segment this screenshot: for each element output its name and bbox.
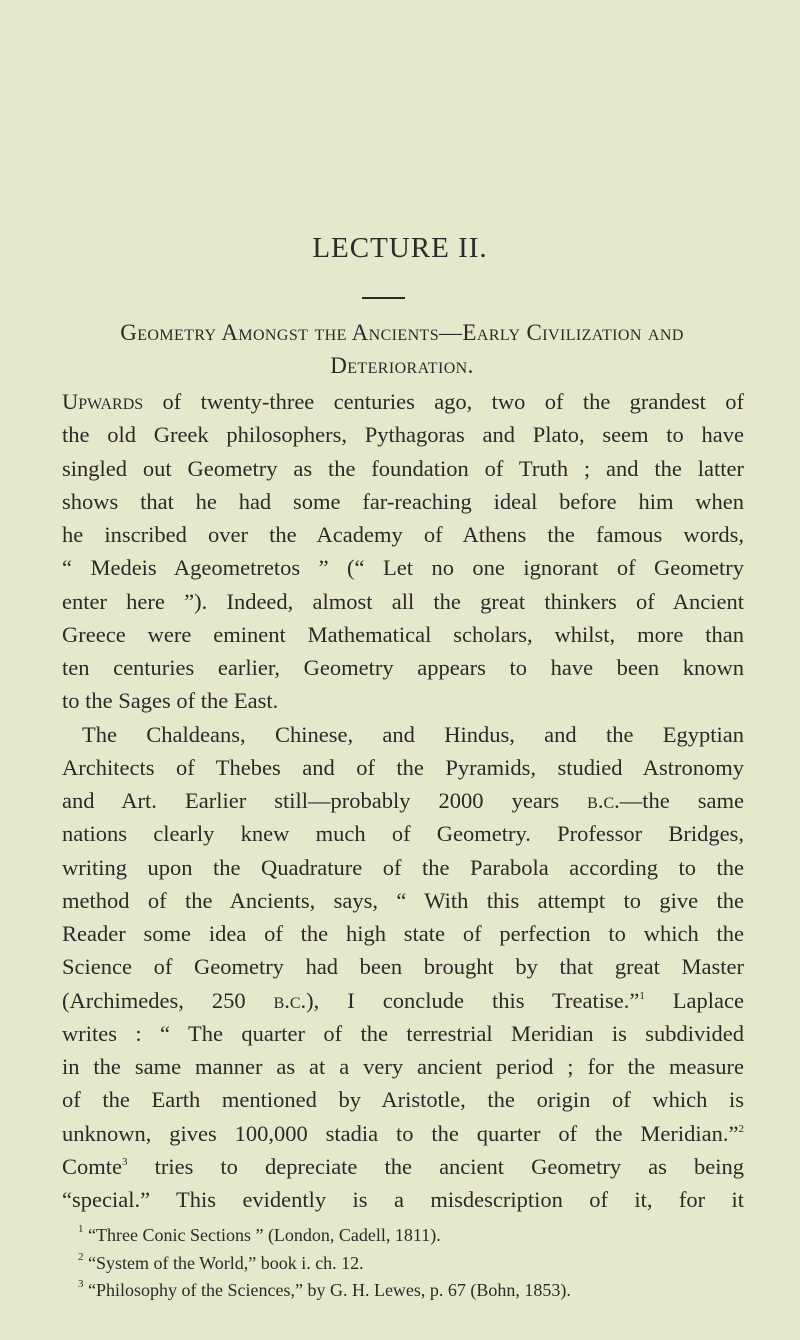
body-line: to the Sages of the East. <box>62 688 279 714</box>
footnote-3 <box>78 1277 748 1305</box>
line-text: unknown, gives 100,000 stadia to the quarter of the Meridian.” <box>62 1120 739 1146</box>
line-text: Laplace <box>644 987 744 1013</box>
body-line: “special.” This evidently is a misdescription of it, for it <box>62 1187 744 1212</box>
line-text: —the same <box>619 788 745 813</box>
footnote-text: “Three Conic Sections ” (London, Cadell, 1811). <box>88 1225 441 1245</box>
footnote-mark: 3 <box>78 1278 84 1290</box>
body-line: writes : “ The quarter of the terrestrial Meridian is subdivided <box>62 1020 744 1046</box>
body-line: “ Medeis Ageometretos ” (“ Let no one ignorant of Geometry <box>62 555 744 581</box>
footnotes <box>78 1222 748 1305</box>
footnote-2 <box>78 1250 748 1278</box>
body-line: The Chaldeans, Chinese, and Hindus, and the Egyptian <box>82 721 744 747</box>
body-line <box>62 385 744 418</box>
body-line: enter here ”). Indeed, almost all the great thinkers of Ancient <box>62 588 744 614</box>
body-text <box>62 385 744 1216</box>
body-line: Architects of Thebes and of the Pyramids, studied Astronomy <box>62 754 744 780</box>
line-text: Comte <box>62 1153 122 1179</box>
body-line: singled out Geometry as the foundation of Truth ; and the latter <box>62 455 744 481</box>
line-text: and Art. Earlier still—probably 2000 years <box>62 788 588 813</box>
body-line: method of the Ancients, says, “ With this attempt to give the <box>62 887 744 913</box>
subtitle-line-2: Deterioration. <box>330 353 474 378</box>
body-line <box>62 784 744 817</box>
footnote-text: “System of the World,” book i. ch. 12. <box>88 1252 364 1273</box>
body-line <box>62 984 744 1017</box>
body-line: shows that he had some far-reaching ideal before him when <box>62 488 744 514</box>
title-rule <box>362 297 405 299</box>
footnote-ref-3: 3 <box>122 1155 128 1168</box>
line-text: (Archimedes, 250 <box>62 987 274 1013</box>
bc-abbrev: b.c. <box>273 987 307 1013</box>
body-line: Science of Geometry had been brought by that great Master <box>62 954 744 980</box>
body-line: the old Greek philosophers, Pythagoras and Plato, seem to have <box>62 422 744 448</box>
body-line: nations clearly knew much of Geometry. Professor Bridges, <box>62 821 744 847</box>
footnote-1 <box>78 1222 748 1250</box>
body-line: in the same manner as at a very ancient period ; for the measure <box>62 1054 744 1079</box>
footnote-text: “Philosophy of the Sciences,” by G. H. Lewes, p. 67 (Bohn, 1853). <box>88 1280 571 1300</box>
lead-word: Upwards <box>62 389 144 414</box>
footnote-ref-2: 2 <box>738 1122 744 1135</box>
line-text: tries to depreciate the ancient Geometry as being <box>127 1153 744 1179</box>
body-line: he inscribed over the Academy of Athens the famous words, <box>62 522 744 547</box>
body-line: ten centuries earlier, Geometry appears to have been known <box>62 655 744 680</box>
lecture-title: LECTURE II. <box>312 232 488 264</box>
body-line <box>62 1117 744 1150</box>
body-line <box>62 1150 744 1183</box>
subtitle-line-1: Geometry Amongst the Ancients—Early Civilization and <box>120 320 684 345</box>
body-line: Reader some idea of the high state of perfection to which the <box>62 921 744 946</box>
bc-abbrev: b.c. <box>587 788 620 813</box>
footnote-ref-1: 1 <box>639 989 645 1002</box>
body-line: Greece were eminent Mathematical scholars, whilst, more than <box>62 621 744 647</box>
body-line: writing upon the Quadrature of the Parabola according to the <box>62 854 744 880</box>
line-text: of twenty-three centuries ago, two of the grandest of <box>143 389 744 414</box>
footnote-mark: 2 <box>78 1250 84 1263</box>
body-line: of the Earth mentioned by Aristotle, the origin of which is <box>62 1087 744 1113</box>
line-text: ), I conclude this Treatise.” <box>306 987 640 1013</box>
chapter-subtitle <box>62 316 742 382</box>
footnote-mark: 1 <box>78 1223 84 1235</box>
